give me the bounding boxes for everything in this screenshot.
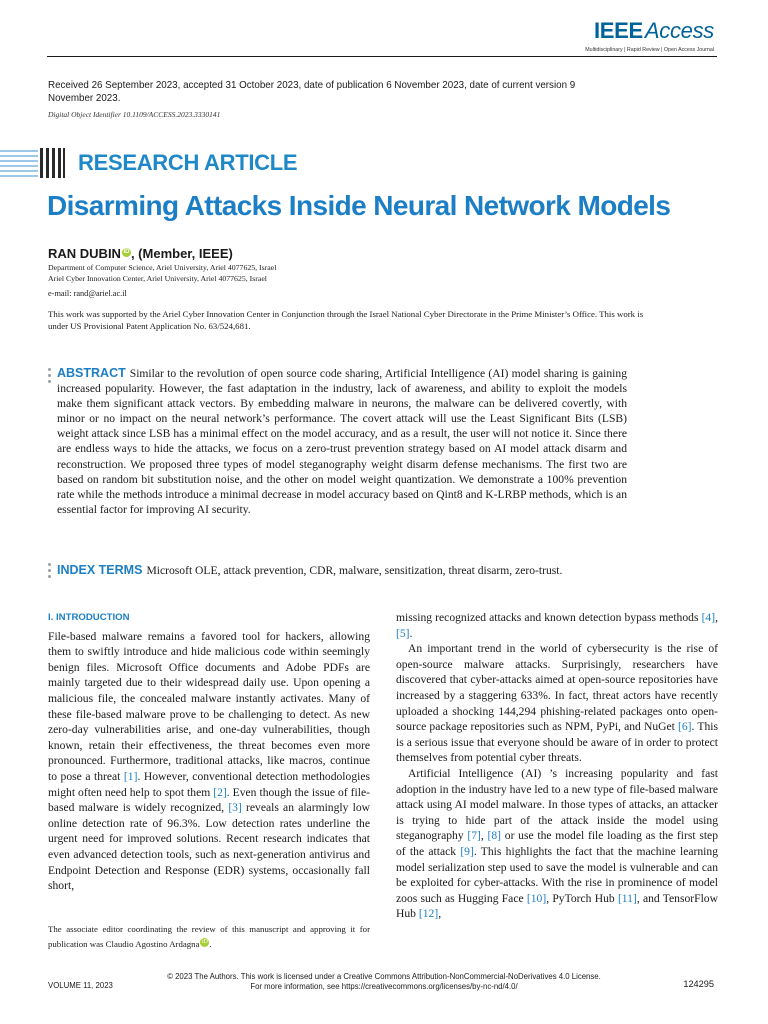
received-dates: Received 26 September 2023, accepted 31 October 2023, date of publication 6 November 2023, date of current version 9 November 2023. xyxy=(48,80,576,104)
abstract xyxy=(57,366,627,517)
volume-label: VOLUME 11, 2023 xyxy=(48,981,113,990)
text-run: . However, conventional detection methodologies might often need help to spot them xyxy=(48,769,370,799)
author-email: e-mail: rand@ariel.ac.il xyxy=(48,289,127,298)
editor-note-end: . xyxy=(209,939,212,949)
text-run: , PyTorch Hub xyxy=(546,891,618,905)
abstract-text: Similar to the revolution of open source code sharing, Artificial Intelligence (AI) model sharing is gaining increased popularity. However, the fast adaptation in the industry, lack of awareness, and ability to exploit the models make them significant attack vectors. By embedding malware in neurons, the malware can be delivered covertly, with minor or no impact on the neural network’s performance. The covert attack will use the Least Significant Bits (LSB) weight attack since LSB has a minimal effect on the model accuracy, and as a result, the user will not notice it. Since there are endless ways to hide the attacks, we focus on a zero-trust prevention strategy based on AI model attack disarm and reconstruction. We proposed three types of model steganography weight disarm defense mechanisms. The first two are based on random bit substitution noise, and the other on model weight quantization. We demonstrate a 100% prevention rate while the methods introduce a minimal decrease in model accuracy based on Qint8 and K-LRBP methods, which is an essential factor for improving AI security. xyxy=(57,367,627,516)
text-run: or use the model file loading as the first step of the attack xyxy=(396,829,719,858)
body-column-right xyxy=(396,610,718,922)
text-run: , xyxy=(480,829,488,843)
citation-link[interactable]: [10] xyxy=(526,891,547,905)
abstract-dots-icon xyxy=(48,368,51,386)
affiliation-1: Department of Computer Science, Ariel University, Ariel 4077625, Israel xyxy=(48,263,277,272)
section-heading-introduction: I. INTRODUCTION xyxy=(48,612,130,623)
text-run: , xyxy=(438,907,442,921)
author-name: RAN DUBIN xyxy=(48,246,121,261)
citation-link[interactable]: [11] xyxy=(617,891,637,905)
intro-paragraph-3 xyxy=(396,766,718,922)
banner-stripes-icon xyxy=(0,148,66,178)
citation-link[interactable]: [3] xyxy=(228,801,242,815)
paper-title: Disarming Attacks Inside Neural Network Models xyxy=(47,190,671,221)
editor-note-text: The associate editor coordinating the review of this manuscript and approving it for publication was Claudio Agostino Ardagna xyxy=(48,924,370,949)
index-terms xyxy=(57,563,657,577)
text-run: . This highlights the fact that the machine learning model serialization step used to save the model is vulnerable and can be exploited for cyber-attacks. With the rise in prominence of model zoos such as Hugging Face xyxy=(396,844,718,905)
doi: Digital Object Identifier 10.1109/ACCESS.2023.3330141 xyxy=(48,110,221,119)
citation-link[interactable]: [2] xyxy=(213,785,227,799)
citation-link[interactable]: [9] xyxy=(460,844,474,858)
license-line-1: © 2023 The Authors. This work is licensed under a Creative Commons Attribution-NonCommercial-NoDerivatives 4.0 License. xyxy=(167,972,601,981)
license-line-2[interactable]: For more information, see https://creativecommons.org/licenses/by-nc-nd/4.0/ xyxy=(250,982,518,991)
intro-paragraph-cont xyxy=(396,610,718,641)
citation-link[interactable]: [4] xyxy=(701,611,716,624)
ieee-access-logo xyxy=(594,18,714,44)
text-run: missing recognized attacks and known detection bypass methods xyxy=(396,611,702,624)
citation-link[interactable]: [12] xyxy=(418,907,439,921)
logo-access: Access xyxy=(644,18,714,43)
intro-paragraph-2 xyxy=(396,641,718,766)
orcid-icon[interactable]: iD xyxy=(201,939,208,946)
research-article-banner: RESEARCH ARTICLE xyxy=(78,150,298,175)
text-run: reveals an alarmingly low online detection rate of 96.3%. Low detection rates underline the urgent need for improved solutions. Recent research indicates that even advanced detection tools, such as next-generation antivirus and Endpoint Detection and Response (EDR) systems, occasionally fall short, xyxy=(48,801,370,893)
page-number: 124295 xyxy=(683,979,714,989)
license-footer xyxy=(0,972,768,992)
text-run: . Even though the issue of file-based malware is widely recognized, xyxy=(48,785,370,815)
citation-link[interactable]: [1] xyxy=(123,769,138,783)
index-terms-dots-icon xyxy=(48,563,51,581)
text-run: . This is a serious issue that everyone should be aware of in order to protect themselves from potential cyber threats. xyxy=(396,720,718,765)
text-run: An important trend in the world of cybersecurity is the rise of open-source malware attacks. Surprisingly, researchers have discovered that cyber-attacks aimed at open-source repositories have increased by a staggering 633%. In fact, threat actors have recently uploaded a shocking 144,294 phishing-related packages onto open-source package repositories such as NPM, PyPi, and NuGet xyxy=(396,642,718,734)
editor-footnote xyxy=(48,922,370,952)
text-run: , and TensorFlow Hub xyxy=(396,891,718,921)
index-terms-text: Microsoft OLE, attack prevention, CDR, malware, sensitization, threat disarm, zero-trust. xyxy=(146,564,563,577)
orcid-icon[interactable]: iD xyxy=(123,248,130,255)
author-membership: , (Member, IEEE) xyxy=(130,246,233,261)
author-line xyxy=(48,246,233,261)
affiliation-2: Ariel Cyber Innovation Center, Ariel University, Ariel 4077625, Israel xyxy=(48,274,267,283)
abstract-label: ABSTRACT xyxy=(57,366,126,380)
logo-ieee: IEEE xyxy=(593,18,643,43)
header-rule xyxy=(47,56,717,57)
index-terms-label: INDEX TERMS xyxy=(57,563,143,577)
text-run: , xyxy=(715,611,718,624)
citation-link[interactable]: [6] xyxy=(678,720,692,734)
citation-link[interactable]: [8] xyxy=(487,829,502,843)
text-run: . xyxy=(409,626,413,640)
funding-statement: This work was supported by the Ariel Cyber Innovation Center in Conjunction through the Israel National Cyber Directorate in the Prime Minister’s Office. This work is under US Provisional Patent Application No. 63/524,681. xyxy=(48,309,644,331)
intro-paragraph-1 xyxy=(48,629,370,894)
journal-tagline: Multidisciplinary | Rapid Review | Open Access Journal xyxy=(585,47,714,53)
text-run: Artificial Intelligence (AI) ’s increasing popularity and fast adoption in the industry have led to a new type of file-based malware attack using AI model malware. In those types of attacks, an attacker is trying to hide part of the attack inside the model using steganography xyxy=(396,766,718,843)
text-run: File-based malware remains a favored tool for hackers, allowing them to swiftly introduce and hide malicious code within seemingly benign files. Microsoft Office documents and Adobe PDFs are mainly targeted due to their widespread daily use. Upon opening a malicious file, the concealed malware instantly activates. Many of these file-based malware prove to be challenging to detect. As new zero-day vulnerabilities arise, and one-day vulnerabilities, though known, retain their effectiveness, the threat becomes even more pronounced. Furthermore, traditional attacks, like macros, continue to pose a threat xyxy=(48,629,370,783)
body-column-left xyxy=(48,610,370,894)
citation-link[interactable]: [7] xyxy=(467,829,481,843)
citation-link[interactable]: [5] xyxy=(396,626,410,640)
